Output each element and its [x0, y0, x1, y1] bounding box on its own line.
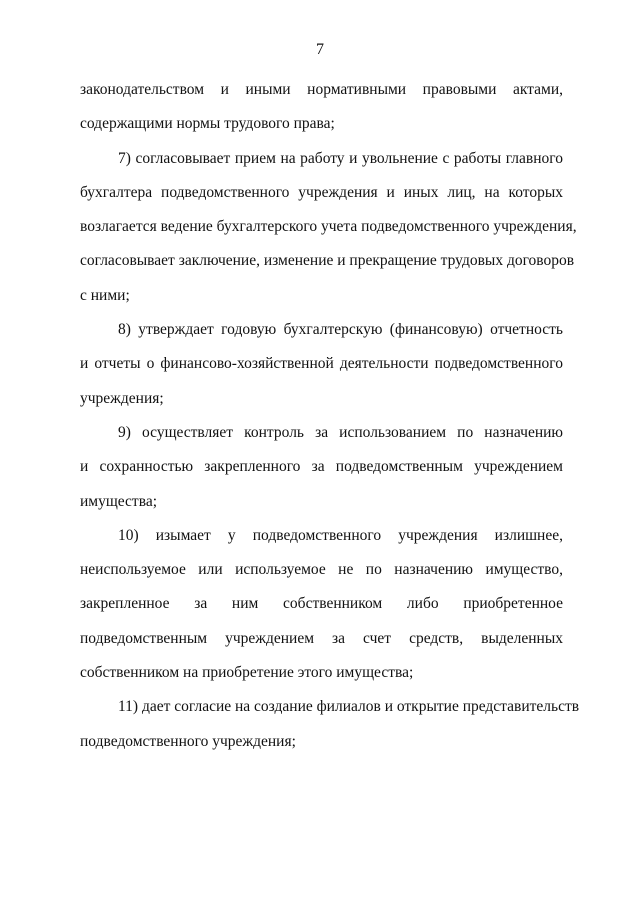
paragraph-item-9 — [80, 416, 563, 519]
text-line: 9) осуществляет контроль за использованием по назначению — [118, 423, 563, 441]
paragraph-item-8 — [80, 313, 563, 416]
text-line: учреждения; — [80, 389, 164, 407]
paragraph-item-11 — [80, 690, 580, 759]
text-line: 11) дает согласие на создание филиалов и открытие представительств — [118, 698, 580, 716]
text-line: законодательством и иными нормативными правовыми актами, — [80, 81, 563, 98]
text-line: неиспользуемое или используемое не по назначению имущество, — [80, 561, 563, 579]
document-body — [80, 73, 580, 759]
text-line: 7) согласовывает прием на работу и увольнение с работы главного — [118, 149, 563, 167]
text-line: имущества; — [80, 492, 158, 510]
paragraph-item-10 — [80, 519, 563, 690]
text-line: бухгалтера подведомственного учреждения и иных лиц, на которых — [80, 183, 563, 201]
paragraph-item-7 — [80, 142, 577, 313]
text-line: подведомственным учреждением за счет средств, выделенных — [80, 629, 563, 647]
paragraph-continuation — [80, 73, 563, 142]
text-line: 10) изымает у подведомственного учреждения излишнее, — [118, 526, 563, 544]
text-line: закрепленное за ним собственником либо приобретенное — [80, 595, 563, 613]
text-line: подведомственного учреждения; — [80, 732, 296, 750]
page-number: 7 — [316, 41, 324, 58]
text-line: возлагается ведение бухгалтерского учета подведомственного учреждения, — [80, 218, 577, 236]
text-line: содержащими нормы трудового права; — [80, 115, 335, 133]
text-line: и отчеты о финансово-хозяйственной деятельности подведомственного — [80, 355, 563, 373]
text-line: и сохранностью закрепленного за подведомственным учреждением — [80, 458, 563, 476]
text-line: 8) утверждает годовую бухгалтерскую (финансовую) отчетность — [118, 321, 563, 339]
text-line: согласовывает заключение, изменение и прекращение трудовых договоров — [80, 252, 575, 270]
text-line: собственником на приобретение этого имущества; — [80, 664, 414, 682]
text-line: с ними; — [80, 286, 130, 304]
